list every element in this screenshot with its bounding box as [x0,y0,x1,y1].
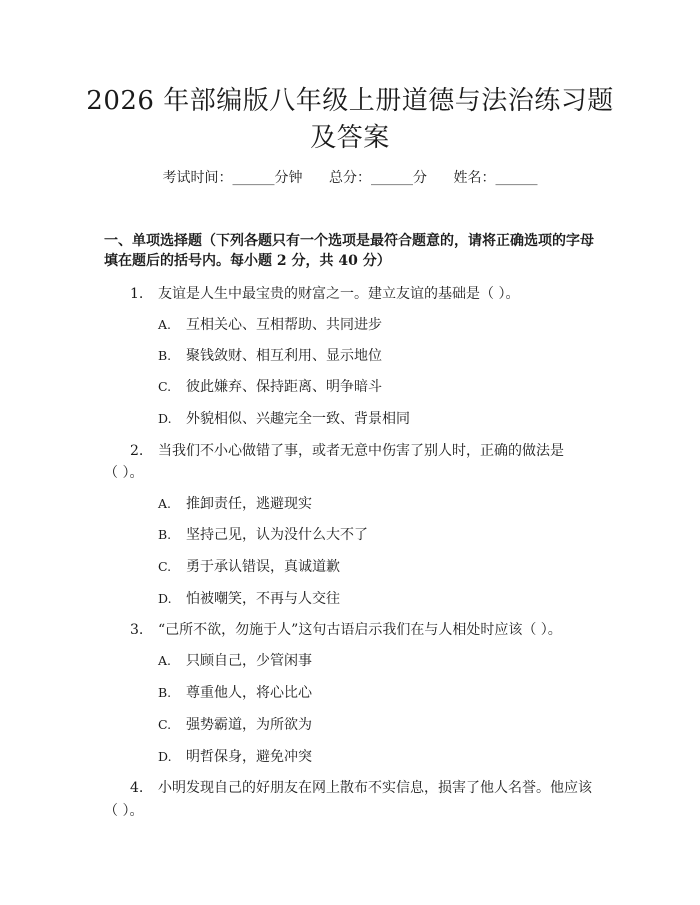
question-text: 小明发现自己的好朋友在网上散布不实信息，损害了他人名誉。他应该 [158,780,592,796]
option-text: 坚持己见，认为没什么大不了 [186,527,368,543]
option-text: 聚钱敛财、相互利用、显示地位 [186,348,382,364]
question-number: 3. [130,622,144,638]
option-text: 彼此嫌弃、保持距离、明争暗斗 [186,379,382,395]
question-2-continuation: （ ）。 [104,465,144,481]
section-heading-line2: 填在题后的括号内。每小题 2 分，共 40 分） [104,253,391,269]
question-number: 1. [130,286,144,302]
option-text: 勇于承认错误，真诚道歉 [186,559,340,575]
option-text: 明哲保身，避免冲突 [186,749,312,765]
question-text: 友谊是人生中最宝贵的财富之一。建立友谊的基础是（ ）。 [158,286,520,302]
question-text: “己所不欲，勿施于人”这句古语启示我们在与人相处时应该（ ）。 [158,622,562,638]
option-text: 怕被嘲笑，不再与人交往 [186,591,340,607]
question-number: 4. [130,780,144,796]
exam-meta [0,168,700,188]
option-text: 尊重他人，将心比心 [186,685,312,701]
option-letter: A. [158,317,172,332]
option-letter: D. [158,411,172,426]
option-letter: D. [158,591,172,606]
option-text: 强势霸道，为所欲为 [186,717,312,733]
option-letter: C. [158,379,172,394]
option-letter: D. [158,749,172,764]
exam-time-field: 考试时间：______分钟 [162,170,303,186]
option-letter: B. [158,348,172,363]
total-score-field: 总分：______分 [329,170,427,186]
question-4-continuation: （ ）。 [104,803,144,819]
option-letter: B. [158,527,172,542]
option-letter: A. [158,496,172,511]
option-text: 只顾自己，少管闲事 [186,653,312,669]
document-title-line1: 2026 年部编版八年级上册道德与法治练习题 [86,86,614,116]
option-text: 互相关心、互相帮助、共同进步 [186,317,382,333]
student-name-field: 姓名：______ [453,170,538,186]
option-letter: B. [158,685,172,700]
option-letter: C. [158,717,172,732]
section-heading-line1: 一、单项选择题（下列各题只有一个选项是最符合题意的，请将正确选项的字母 [104,233,594,249]
option-letter: A. [158,653,172,668]
option-letter: C. [158,559,172,574]
question-text: 当我们不小心做错了事，或者无意中伤害了别人时，正确的做法是 [158,443,564,459]
question-number: 2. [130,443,144,459]
option-text: 外貌相似、兴趣完全一致、背景相同 [186,411,410,427]
document-title-line2: 及答案 [310,123,390,153]
option-text: 推卸责任，逃避现实 [186,496,312,512]
